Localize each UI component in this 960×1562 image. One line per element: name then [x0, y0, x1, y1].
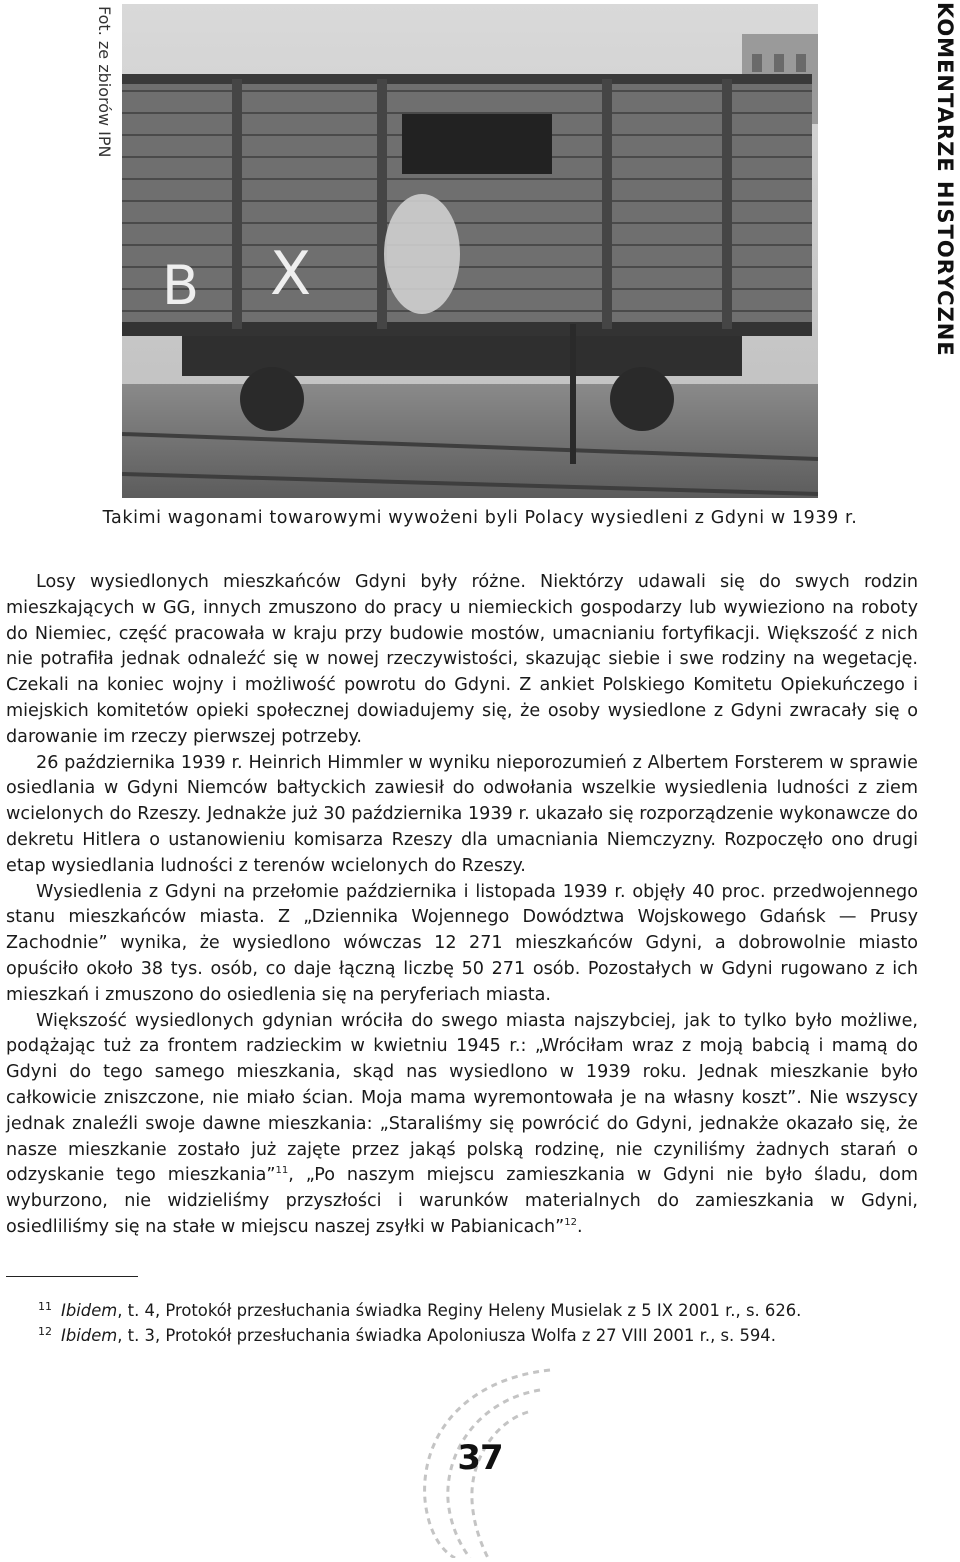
- footnote-ref-12: 12: [564, 1217, 577, 1229]
- section-label-text: KOMENTARZE HISTORYCZNE: [933, 2, 957, 357]
- page-number: 37: [457, 1438, 503, 1478]
- footnotes: [6, 1298, 918, 1348]
- footnote-text: , t. 3, Protokół przesłuchania świadka Apoloniusza Wolfa z 27 VIII 2001 r., s. 594.: [117, 1326, 776, 1345]
- paragraph: 26 października 1939 r. Heinrich Himmler w wyniku nieporozumień z Albertem Forsterem w sprawie osiedlania w Gdyni Niemców bałtyckich zawiesił do odwołania wszelkie wysiedlenia ludności z ziem wcielonych do Rzeszy. Jednakże już 30 października 1939 r. ukazało się rozporządzenie wykonawcze do dekretu Hitlera o ustanowieniu komisarza Rzeszy dla umacniania Niemczyzny. Rozpoczęło ono drugi etap wysiedlania ludności z terenów wcielonych do Rzeszy.: [6, 752, 918, 876]
- photo-credit-text: Fot. ze zbiorów IPN: [95, 6, 114, 158]
- section-label: [930, 2, 960, 432]
- footnote-number: 11: [38, 1300, 52, 1313]
- paragraph: Losy wysiedlonych mieszkańców Gdyni były różne. Niektórzy udawali się do swych rodzin mieszkających w GG, innych zmuszono do pracy u niemieckich gospodarzy lub wywieziono na roboty do Niemiec, część pracowała w kraju przy budowie mostów, umacnianiu fortyfikacji. Większość z nich nie potrafiła jednak odnaleźć się w nowej rzeczywistości, skazując siebie i swe rodziny na wegetację. Czekali na koniec wojny i możliwość powrotu do Gdyni. Z ankiet Polskiego Komitetu Opiekuńczego i miejskich komitetów opieki społecznej dowiadujemy się, że osoby wysiedlone z Gdyni zwracały się o darowanie im rzeczy pierwszej potrzeby.: [6, 572, 918, 747]
- wagon-mark-b: B: [162, 254, 200, 317]
- footnote-ibidem: Ibidem: [61, 1301, 118, 1320]
- footnote-ref-11: 11: [275, 1165, 289, 1177]
- railway-wagon-photo-icon: [122, 4, 818, 498]
- paragraph-text: , „Po naszym miejscu zamieszkania w Gdyni nie było śladu, dom wyburzono, nie widzieliśmy przyszłości i warunków materialnych do zamieszkania w Gdyni, osiedliliśmy się na stałe w miejscu naszej zsyłki w Pabianicach”: [6, 1165, 918, 1237]
- footnote-ibidem: Ibidem: [61, 1326, 118, 1345]
- wagon-mark-x: X: [270, 239, 312, 309]
- footnote-number: 12: [38, 1325, 52, 1338]
- footnote: [6, 1298, 918, 1323]
- footnote-divider: [6, 1276, 138, 1277]
- paragraph-text: Większość wysiedlonych gdynian wróciła do swego miasta najszybciej, jak to tylko było możliwe, podążając tuż za frontem radzieckim w kwietniu 1945 r.: „Wróciłam wraz z moją babcią i mamą do Gdyni do tego samego mieszkania, skąd nas wysiedlono w 1939 roku. Jednak mieszkanie było całkowicie zniszczone, nie miało ścian. Moja mama wyremontowała je na własny koszt”. Nie wszyscy jednak znaleźli swoje dawne mieszkania: „Staraliśmy się powrócić do Gdyni, jednakże okazało się, że nasze mieszkanie zostało już zajęte przez jakąś polską rodzinę, nie czyniliśmy żadnych starań o odzyskanie tego mieszkania”: [6, 1010, 918, 1186]
- paragraph: Wysiedlenia z Gdyni na przełomie października i listopada 1939 r. objęły 40 proc. przedwojennego stanu mieszkańców miasta. Z „Dziennika Wojennego Dowództwa Wojskowego Gdańsk — Prusy Zachodnie” wynika, że wysiedlono wówczas 12 271 mieszkańców Gdyni, a dobrowolnie miasto opuściło około 38 tys. osób, co daje łączną liczbę 50 271 osób. Pozostałych w Gdyni rugowano z ich mieszkań i zmuszono do osiedlenia się na peryferiach miasta.: [6, 881, 918, 1005]
- photo-caption: Takimi wagonami towarowymi wywożeni byli Polacy wysiedleni z Gdyni w 1939 r.: [102, 508, 858, 528]
- paragraph-text: .: [576, 1216, 583, 1237]
- footnote-text: , t. 4, Protokół przesłuchania świadka Reginy Heleny Musielak z 5 IX 2001 r., s. 626.: [117, 1301, 802, 1320]
- wagon-photo: [122, 4, 818, 498]
- article-body: [6, 570, 918, 1241]
- photo-credit: [92, 6, 118, 176]
- footnote: [6, 1323, 918, 1348]
- paragraph: [6, 1009, 918, 1241]
